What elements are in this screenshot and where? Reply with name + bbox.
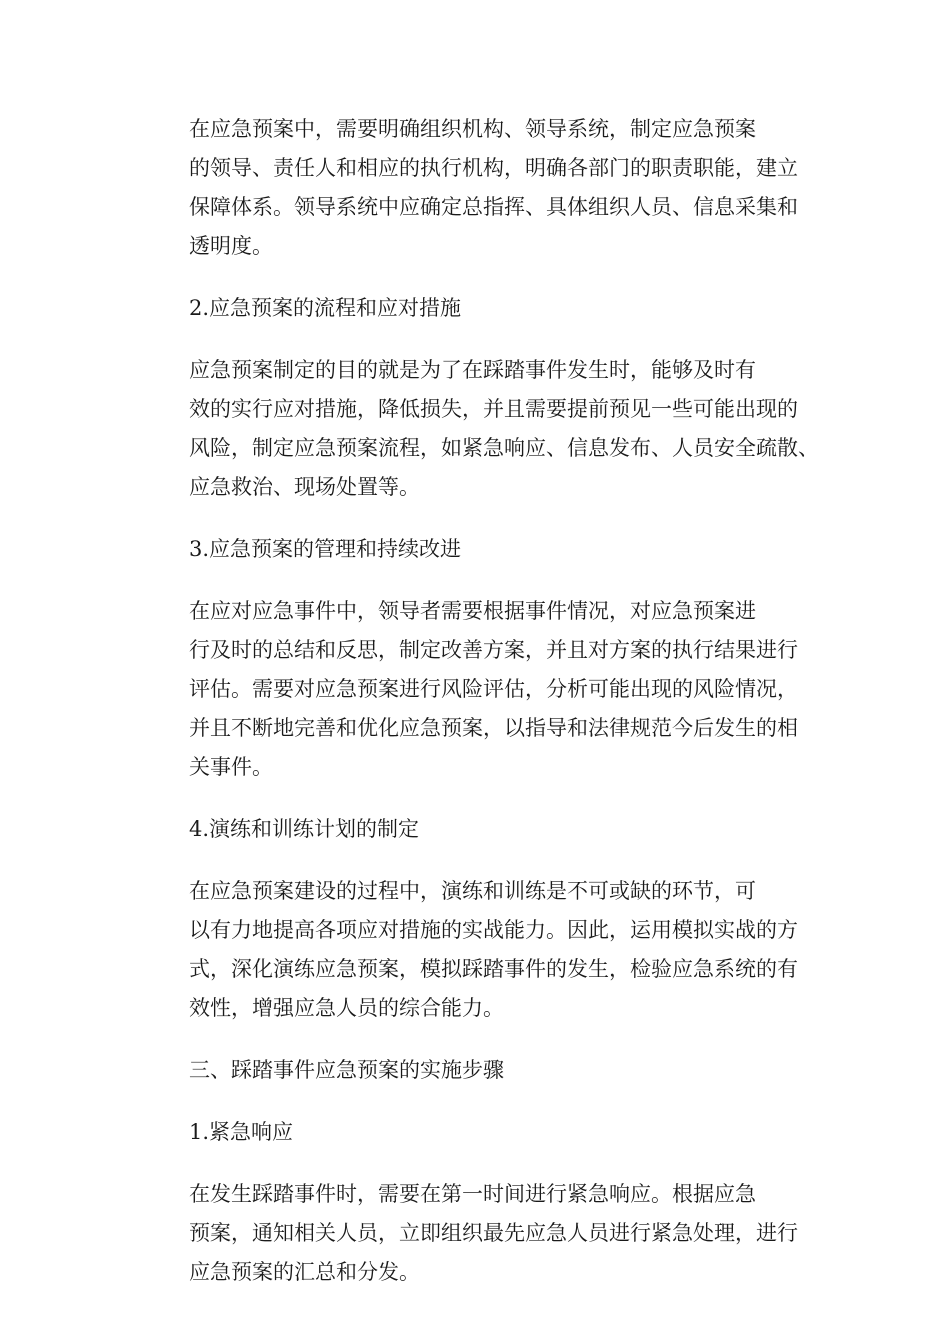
text-line: 在应对应急事件中，领导者需要根据事件情况，对应急预案进 <box>189 599 756 623</box>
paragraph-process <box>145 351 819 507</box>
text-line: 并且不断地完善和优化应急预案，以指导和法律规范今后发生的相 <box>189 716 798 740</box>
text-line: 以有力地提高各项应对措施的实战能力。因此，运用模拟实战的方 <box>189 918 798 942</box>
text-line: 预案，通知相关人员，立即组织最先应急人员进行紧急处理，进行 <box>189 1221 798 1245</box>
text-line: 应急救治、现场处置等。 <box>189 475 420 499</box>
paragraph-drills <box>145 872 798 1028</box>
text-line: 行及时的总结和反思，制定改善方案，并且对方案的执行结果进行 <box>189 638 798 662</box>
text-line: 效的实行应对措施，降低损失，并且需要提前预见一些可能出现的 <box>189 397 798 421</box>
text-line: 关事件。 <box>189 755 273 779</box>
section-heading-1: 1.紧急响应 <box>189 1120 294 1144</box>
text-line: 在应急预案建设的过程中，演练和训练是不可或缺的环节，可 <box>189 879 756 903</box>
paragraph-emergency-response <box>145 1175 798 1292</box>
text-line: 风险，制定应急预案流程，如紧急响应、信息发布、人员安全疏散、 <box>189 436 819 460</box>
paragraph-management <box>145 592 798 787</box>
paragraph-organization <box>145 110 798 266</box>
text-line: 的领导、责任人和相应的执行机构，明确各部门的职责职能，建立 <box>189 156 798 180</box>
text-line: 在发生踩踏事件时，需要在第一时间进行紧急响应。根据应急 <box>189 1182 756 1206</box>
chapter-heading-3: 三、踩踏事件应急预案的实施步骤 <box>189 1058 504 1082</box>
text-line: 保障体系。领导系统中应确定总指挥、具体组织人员、信息采集和 <box>189 195 798 219</box>
text-line: 式，深化演练应急预案，模拟踩踏事件的发生，检验应急系统的有 <box>189 957 798 981</box>
text-line: 在应急预案中，需要明确组织机构、领导系统，制定应急预案 <box>189 117 756 141</box>
section-heading-2: 2.应急预案的流程和应对措施 <box>189 296 462 320</box>
text-line: 应急预案的汇总和分发。 <box>189 1260 420 1284</box>
text-line: 透明度。 <box>189 234 273 258</box>
text-line: 效性，增强应急人员的综合能力。 <box>189 996 504 1020</box>
section-heading-4: 4.演练和训练计划的制定 <box>189 817 420 841</box>
section-heading-3: 3.应急预案的管理和持续改进 <box>189 537 462 561</box>
text-line: 应急预案制定的目的就是为了在踩踏事件发生时，能够及时有 <box>189 358 756 382</box>
text-line: 评估。需要对应急预案进行风险评估，分析可能出现的风险情况， <box>189 677 798 701</box>
